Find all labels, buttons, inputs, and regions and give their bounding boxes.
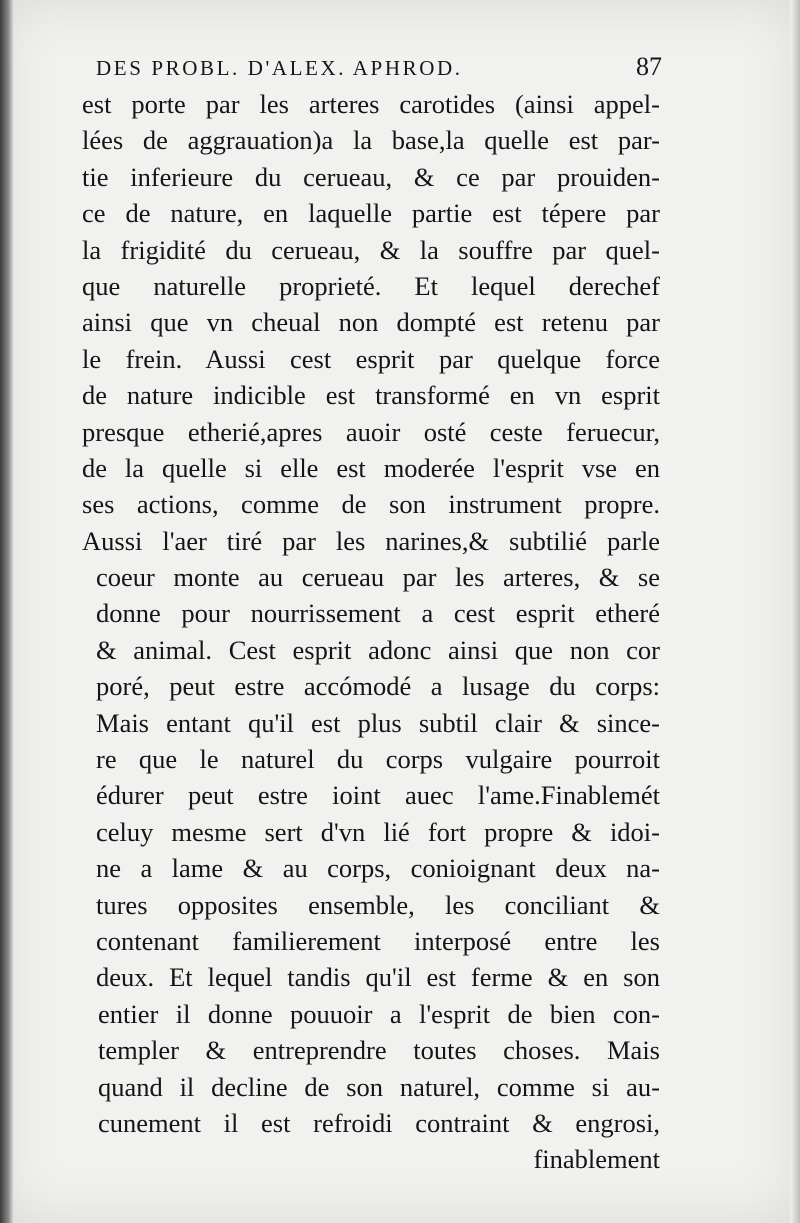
- text-line: ainsi que vn cheual non dompté est retenu par: [82, 307, 660, 338]
- text-line: ses actions, comme de son instrument propre.: [82, 489, 660, 520]
- text-line: re que le naturel du corps vulgaire pourroit: [96, 744, 660, 775]
- text-line: tures opposites ensemble, les conciliant &: [96, 889, 660, 920]
- text-line: ce de nature, en laquelle partie est tépere par: [82, 198, 660, 229]
- running-header: [96, 52, 662, 82]
- text-line: celuy mesme sert d'vn lié fort propre & idoi-: [96, 816, 660, 847]
- text-line: quand il decline de son naturel, comme si au-: [98, 1071, 660, 1102]
- text-line: entier il donne pouuoir a l'esprit de bien con-: [98, 998, 660, 1029]
- text-line: est porte par les arteres carotides (ainsi appel-: [82, 89, 660, 119]
- page-edge: [790, 0, 800, 1223]
- text-line: tie inferieure du cerueau, & ce par prouiden-: [82, 161, 660, 192]
- text-line: ne a lame & au corps, conioignant deux na-: [96, 853, 660, 884]
- text-line: Aussi l'aer tiré par les narines,& subtilié parle: [82, 525, 660, 556]
- text-line: & animal. Cest esprit adonc ainsi que non cor: [96, 634, 660, 665]
- text-line: le frein. Aussi cest esprit par quelque force: [82, 343, 660, 374]
- text-line: lées de aggrauation)a la base,la quelle est par-: [82, 125, 660, 156]
- text-line: templer & entreprendre toutes choses. Mais: [98, 1035, 660, 1066]
- text-line: la frigidité du cerueau, & la souffre par quel-: [82, 234, 660, 265]
- text-line: contenant familierement interposé entre les: [96, 925, 660, 956]
- text-line: de nature indicible est transformé en vn esprit: [82, 380, 660, 411]
- text-line: cunement il est refroidi contraint & engrosi,: [98, 1107, 660, 1138]
- body-text: [82, 86, 660, 1178]
- text-line: donne pour nourrissement a cest esprit etheré: [96, 598, 660, 629]
- text-line: Mais entant qu'il est plus subtil clair & since-: [96, 707, 660, 738]
- text-line: deux. Et lequel tandis qu'il est ferme & en son: [96, 962, 660, 993]
- running-title: DES PROBL. D'ALEX. APHROD.: [96, 56, 463, 80]
- text-line: presque etherié,apres auoir osté ceste feruecur,: [82, 416, 660, 447]
- catchword: finablement: [533, 1144, 660, 1175]
- page-number: 87: [636, 52, 662, 81]
- text-line: coeur monte au cerueau par les arteres, & se: [96, 562, 660, 593]
- text-line: poré, peut estre accómodé a lusage du corps:: [96, 671, 660, 702]
- text-line: de la quelle si elle est moderée l'esprit vse en: [82, 452, 660, 483]
- text-line: édurer peut estre ioint auec l'ame.Finablemét: [96, 780, 660, 811]
- text-line: que naturelle proprieté. Et lequel derechef: [82, 270, 660, 301]
- page-gutter-shadow: [0, 0, 14, 1223]
